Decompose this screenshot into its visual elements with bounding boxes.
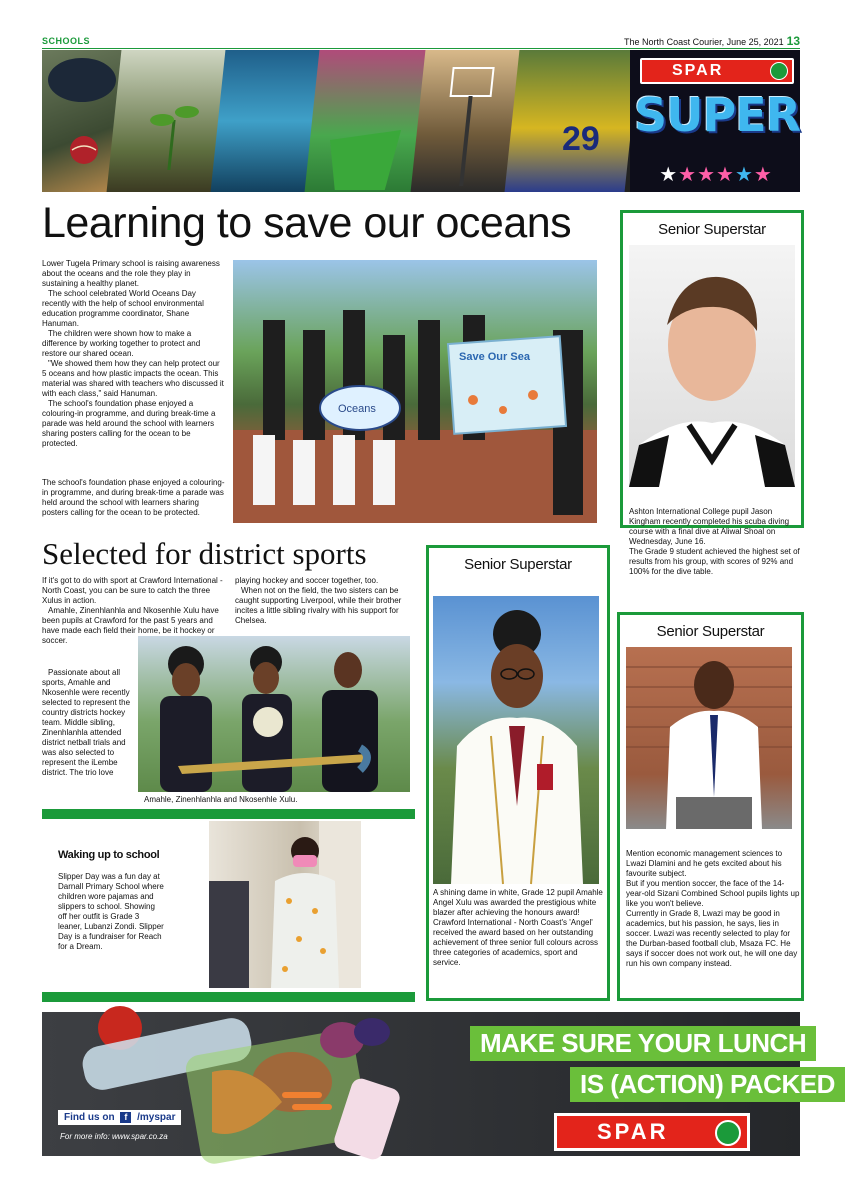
slipper-day-scene <box>209 821 361 988</box>
ad-more-info: For more info: www.spar.co.za <box>60 1132 168 1141</box>
superstar-caption: Mention economic management sciences to Lwazi Dlamini and he gets excited about his favourite subject. But if you mention soccer, the face of the 14-year-old Sizani Combined School pupils lights up like you won't believe. Currently in Grade 8, Lwazi may be good in academics, but his passion, he says, lies in soccer. Lwazi was recently selected to play for the Durban-based football club, Msaza FC. He says if soccer does not work out, he will one day run his own company instead. <box>626 849 800 968</box>
ad-headline-line1: MAKE SURE YOUR LUNCH <box>470 1026 816 1061</box>
banner-photo-planting <box>107 50 230 192</box>
oceans-photo-caption: The school's foundation phase enjoyed a colouring-in programme, and during break-time a parade was held around the school with learners sharing posters calling for the ocean to be protected. <box>42 478 225 517</box>
section-label: SCHOOLS <box>42 36 91 46</box>
section-divider-top <box>42 809 415 819</box>
recycle-bin-icon <box>305 50 430 192</box>
spar-tree-icon <box>715 1120 741 1146</box>
portrait-amahle <box>433 596 599 884</box>
spar-lunch-advert[interactable] <box>42 1012 835 1156</box>
superstar-box-jason <box>620 210 804 576</box>
facebook-handle: /myspar <box>137 1112 176 1123</box>
spar-super-panel <box>630 50 800 192</box>
xulu-siblings-photo <box>138 636 410 792</box>
find-us-label: Find us on <box>64 1112 115 1123</box>
waking-headline: Waking up to school <box>58 849 160 861</box>
superstar-title: Senior Superstar <box>658 221 766 238</box>
section-divider-bottom <box>42 992 415 1002</box>
sports-headline: Selected for district sports <box>42 536 367 571</box>
paragraph: Passionate about all sports, Amahle and Nkosenhle were recently selected to represent the country districts hockey team. Middle sibling, Zinenhlanhla attended district netball trials and was also selected to represent the iLembe district. The trio love <box>42 668 131 777</box>
oceans-article-body <box>42 259 226 449</box>
paragraph: playing hockey and soccer together, too. <box>235 576 379 585</box>
star-icon: ★ <box>659 164 679 186</box>
superstar-photo-jason <box>629 245 795 487</box>
paragraph: The school celebrated World Oceans Day recently with the help of school environmental education programme coordinator, Shane Hanuman. <box>42 289 204 328</box>
ad-spar-logo <box>554 1113 750 1151</box>
sports-article-col1 <box>42 576 228 606</box>
siblings-scene <box>138 636 410 792</box>
jersey-number: 29 <box>562 120 600 158</box>
oceans-sign: Oceans <box>338 403 376 415</box>
star-icon: ★ <box>697 164 716 186</box>
superstar-box-amahle <box>426 545 610 1001</box>
ad-headline-line2: IS (ACTION) PACKED <box>570 1067 845 1102</box>
spar-logo-text: SPAR <box>672 62 724 79</box>
superstar-photo-amahle <box>433 596 599 884</box>
paragraph-text: Amahle, Zinenhlanhla and Nkosenhle Xulu have been pupils at Crawford for the past 5 years and have made each field their home, be it hockey or soccer. <box>42 606 219 645</box>
sports-article-col2 <box>235 576 415 626</box>
paragraph: If it's got to do with sport at Crawford International - North Coast, you can be sure to catch the three Xulus in action. <box>42 576 223 605</box>
superstar-box-lwazi <box>617 612 804 1001</box>
facebook-find-us[interactable] <box>58 1110 181 1125</box>
portrait-jason <box>629 245 795 487</box>
seedling-icon <box>107 50 230 192</box>
star-icon: ★ <box>753 164 773 186</box>
oceans-photo <box>233 260 597 523</box>
facebook-icon: f <box>120 1112 131 1123</box>
paragraph: Lower Tugela Primary school is raising awareness about the oceans and the role they play in sustaining a healthy planet. <box>42 259 220 288</box>
superstar-title: Senior Superstar <box>464 556 572 573</box>
paragraph: The school's foundation phase enjoyed a colouring-in programme, and during break-time a parade was held around the school with learners sharing posters calling for the ocean to be protected. <box>42 399 216 448</box>
superstar-title: Senior Superstar <box>656 623 765 640</box>
paragraph: "We showed them how they can help protect our 5 oceans and how plastic impacts the ocean. This material was shared with teachers who discussed it with each class," said Hanuman. <box>42 359 224 398</box>
banner-photo-recycling <box>305 50 430 192</box>
paragraph: When not on the field, the two sisters can be caught supporting Liverpool, while their brother incites a little sibling rivalry with his support for Chelsea. <box>235 586 402 625</box>
sports-article-col1c <box>42 668 132 778</box>
superstar-caption: A shining dame in white, Grade 12 pupil Amahle Angel Xulu was awarded the prestigious white blazer after achieving the honours award! Crawford International - North Coast's 'Angel' received the award based on her outstanding achievement of three senior full colours across three categories of academics, sport and service. <box>433 888 603 967</box>
spar-tree-icon <box>770 62 788 80</box>
oceans-headline: Learning to save our oceans <box>42 199 572 247</box>
page-number: 13 <box>786 34 800 48</box>
super-banner <box>42 50 800 192</box>
star-icon: ★ <box>716 164 735 186</box>
star-icon: ★ <box>734 164 754 186</box>
oceans-photo-scene <box>233 260 597 523</box>
paragraph: The children were shown how to make a difference by working together to protect and restore our shared ocean. <box>42 329 201 358</box>
slipper-day-photo <box>209 821 361 988</box>
super-wordmark: SUPER <box>634 88 801 142</box>
star-row <box>640 162 792 187</box>
publication-line <box>624 34 800 48</box>
waking-text: Slipper Day was a fun day at Darnall Primary School where children wore pajamas and slippers to school. Showing off her outfit is Grade 3 leaner, Lubanzi Zondi. Slipper Day is a fundraiser for Reach for a Dream. <box>58 872 164 951</box>
save-our-sea-banner: Save Our Sea <box>459 351 530 363</box>
publication-date: The North Coast Courier, June 25, 2021 <box>624 37 784 47</box>
superstar-caption: Ashton International College pupil Jason Kingham recently completed his scuba diving course with a final dive at Aliwal Shoal on Wednesday, June 16. The Grade 9 student achieved the highest set of results from his group, with scores of 92% and 100% for the dive table. <box>629 507 800 576</box>
portrait-lwazi <box>626 647 792 829</box>
siblings-caption: Amahle, Zinenhlanhla and Nkosenhle Xulu. <box>144 795 298 804</box>
spar-logo <box>640 58 794 84</box>
superstar-photo-lwazi <box>626 647 792 829</box>
ad-spar-logo-text: SPAR <box>597 1119 669 1144</box>
header-divider <box>42 48 800 49</box>
star-icon: ★ <box>678 164 698 186</box>
